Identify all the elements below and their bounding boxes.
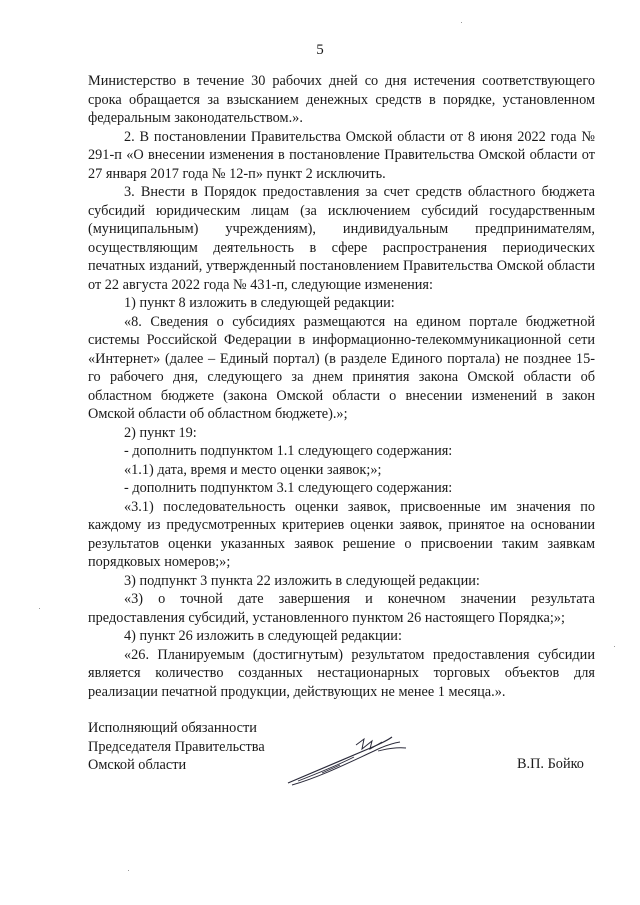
paragraph: - дополнить подпунктом 1.1 следующего содержания: [124,443,453,459]
page-number: 5 [316,42,324,58]
paragraph: 3) подпункт 3 пункта 22 изложить в следующей редакции: [124,572,480,589]
signatory-title-line: Омской области [88,757,187,773]
signatory-title [88,719,265,775]
paragraph: «1.1) дата, время и место оценки заявок;»; [124,461,382,478]
signatory-name: В.П. Бойко [517,756,584,772]
scan-speck [128,870,129,871]
signatory-title-line: Исполняющий обязанности [88,720,257,736]
document-body [88,72,595,701]
paragraph: «3.1) последовательность оценки заявок, присвоенные им значения по каждому из предусмотренных критериев оценки заявок, принятое на основании результатов оценки указанных заявок решение о присвоении таким заявкам порядковых номеров;»; [88,498,595,570]
signatory-title-line: Председателя Правительства [88,738,265,755]
paragraph: 2. В постановлении Правительства Омской области от 8 июня 2022 года № 291-п «О внесении изменения в постановление Правительства Омской области от 27 января 2017 года № 12-п» пункт 2 исключить. [88,128,595,182]
paragraph: - дополнить подпунктом 3.1 следующего содержания: [124,480,453,496]
scan-speck [39,608,40,609]
handwritten-signature [282,727,412,789]
scan-speck [461,22,462,23]
paragraph: 3. Внести в Порядок предоставления за счет средств областного бюджета субсидий юридическим лицам (за исключением субсидий государственным (муниципальным) учреждениям), индивидуальным предпринимателям, осуществляющим деятельность в сфере распространения периодических печатных изданий, утвержденный постановлением Правительства Омской области от 22 августа 2022 года № 431-п, следующие изменения: [88,184,595,293]
paragraph: 2) пункт 19: [124,424,197,441]
paragraph: 4) пункт 26 изложить в следующей редакции: [124,628,402,644]
paragraph: «26. Планируемым (достигнутым) результатом предоставления субсидии является количество созданных нестационарных торговых объектов для реализации печатной продукции, действующих не менее 1 месяца.». [88,646,595,700]
paragraph: «8. Сведения о субсидиях размещаются на едином портале бюджетной системы Российской Федерации в информационно-телекоммуникационной сети «Интернет» (далее – Единый портал) (в разделе Единого портала) не позднее 15-го рабочего дня, следующего за днем принятия закона Омской области об областном бюджете (закона Омской области о внесении изменений в закон Омской области об областном бюджете).»; [88,313,595,422]
paragraph: Министерство в течение 30 рабочих дней со дня истечения соответствующего срока обращается за взысканием денежных средств в порядке, установленном федеральным законодательством.». [88,73,595,126]
paragraph: 1) пункт 8 изложить в следующей редакции: [124,295,395,311]
paragraph: «3) о точной дате завершения и конечном значении результата предоставления субсидий, установленного пунктом 26 настоящего Порядка;»; [88,591,595,626]
scan-speck [614,646,615,647]
